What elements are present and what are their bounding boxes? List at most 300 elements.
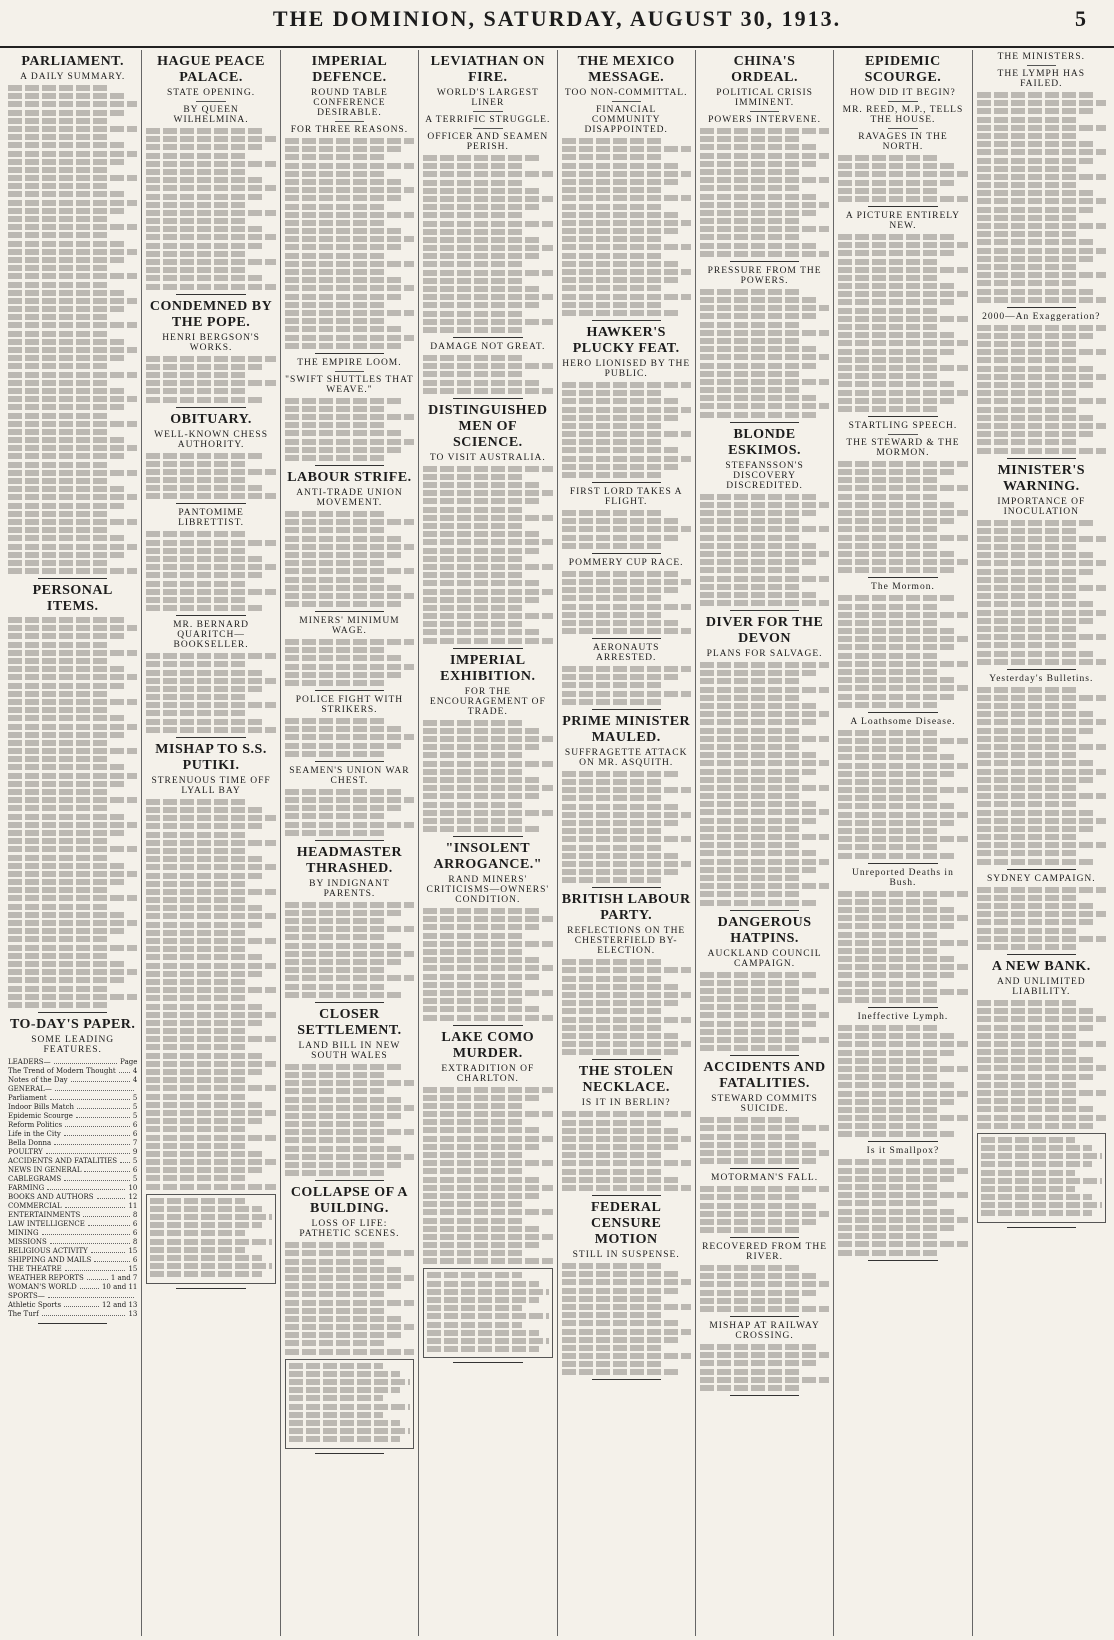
text-line [977,92,1096,98]
toc-entry [8,1301,137,1310]
text-line [423,810,552,816]
article [700,1060,829,1169]
text-line [977,810,1096,816]
text-line [423,769,524,775]
text-line [289,1371,401,1377]
toc-entry [8,1166,137,1175]
column [419,50,557,1636]
text-line [423,490,552,496]
text-line [146,702,275,708]
text-line [977,1041,1106,1047]
toc-page: 10 and 11 [101,1282,138,1291]
text-line [8,814,127,820]
toc-page: 8 [132,1210,138,1219]
text-line [562,187,663,193]
text-line [838,1107,939,1113]
subheading: WELL-KNOWN CHESS AUTHORITY. [154,429,268,450]
toc-entry [8,1256,137,1265]
text-line [981,1202,1102,1208]
text-line [838,1115,967,1121]
text-line [562,674,681,680]
text-line [977,349,1106,355]
article [146,620,275,738]
text-line [562,1049,681,1055]
text-line [838,196,967,202]
text-line [285,805,404,811]
toc-page: 9 [132,1147,138,1156]
subheading: ROUND TABLE CONFERENCE DESIRABLE. [311,88,388,118]
text-line [562,464,681,470]
text-line [977,398,1106,404]
text-line [838,242,967,248]
text-line [977,280,1078,286]
divider [453,398,522,399]
text-line [977,528,1078,534]
text-line [977,895,1078,901]
text-line [285,1113,404,1119]
divider [592,482,661,483]
text-line [423,196,552,202]
text-line [700,1150,829,1156]
text-line [8,429,109,435]
text-line [700,670,819,676]
text-line [146,922,265,928]
text-line [423,1087,552,1093]
text-line [977,777,1096,783]
text-line [8,453,127,459]
text-line [423,957,542,963]
text-line [8,503,127,509]
text-line [423,777,542,783]
text-line [8,85,109,91]
text-line [146,799,247,805]
text-line [8,764,127,770]
toc-leader [55,1085,134,1091]
text-line [146,881,247,887]
text-line [562,456,691,462]
text-line [838,1050,957,1056]
subheading: FOR THREE REASONS. [290,125,409,135]
text-line [838,250,957,256]
divider [1007,869,1076,870]
text-line [700,218,801,224]
text-line [285,519,414,525]
divider [592,1059,661,1060]
toc-page: 7 [132,1138,138,1147]
text-line [285,447,404,453]
text-line [285,511,386,517]
text-line [981,1161,1093,1167]
text-line [285,244,404,250]
text-line [977,1033,1078,1039]
toc-entry [8,1130,137,1139]
divider [1007,307,1076,308]
text-line [285,934,386,940]
text-line [838,628,957,634]
subheading: MR. BERNARD QUARITCH—BOOKSELLER. [173,620,250,651]
toc-label: The Turf [8,1309,39,1318]
text-line [562,431,691,437]
text-line [977,149,1106,155]
text-line [423,916,552,922]
divider [176,503,245,504]
text-line [146,572,265,578]
text-line [700,1281,829,1287]
divider [176,1288,245,1289]
text-line [838,390,967,396]
text-line [8,740,109,746]
article [285,695,414,762]
text-line [562,967,691,973]
text-line [838,853,957,859]
text-line [423,589,552,595]
text-line [423,1160,552,1166]
headline: ACCIDENTS AND FATALITIES. [703,1060,826,1092]
text-line [562,804,681,810]
newspaper-title: THE DOMINION, SATURDAY, AUGUST 30, 1913. [272,6,842,31]
article [146,508,275,616]
text-line [146,136,275,142]
text-line [285,560,386,566]
text-line [700,354,829,360]
text-line [838,685,967,691]
text-line [285,1146,404,1152]
divider [592,887,661,888]
text-line [562,992,691,998]
text-line [977,1098,1078,1104]
text-line [8,789,109,795]
text-line [977,760,1096,766]
article [146,412,275,505]
text-line [977,390,1078,396]
text-line [8,797,137,803]
text-line [838,1184,939,1190]
text-line [562,1169,663,1175]
text-line [8,936,109,942]
text-line [838,1192,967,1198]
text-line [562,666,691,672]
headline: MISHAP TO S.S. PUTIKI. [155,741,267,773]
text-line [977,928,1078,934]
text-line [838,1200,939,1206]
text-line [146,1069,265,1075]
toc-entry [8,1175,137,1184]
text-line [423,1209,552,1215]
toc-entry [8,1292,137,1301]
text-line [838,1123,939,1129]
text-line [562,571,681,577]
text-line [8,257,127,263]
text-line [977,1115,1106,1121]
text-line [285,1316,404,1322]
divider [176,407,245,408]
article [562,325,691,483]
headline: TO-DAY'S PAPER. [9,1016,136,1032]
text-line [977,108,1096,114]
text-line [423,908,542,914]
text-line [146,840,275,846]
text-line [977,1000,1078,1006]
text-line [838,746,939,752]
text-line [838,267,967,273]
text-line [8,290,127,296]
divider [38,1012,107,1013]
toc-page: 1 and 7 [110,1273,138,1282]
text-line [838,956,957,962]
text-line [150,1263,271,1269]
text-line [285,910,404,916]
text-line [146,678,275,684]
headline: DIVER FOR THE DEVON [705,615,824,647]
text-line [562,472,663,478]
subheading: POWERS INTERVENE. [708,115,821,125]
text-line [146,548,247,554]
text-line [700,1227,801,1233]
text-line [285,1121,386,1127]
text-line [423,466,552,472]
text-line [838,349,957,355]
text-line [285,294,404,300]
headline: HAGUE PEACE PALACE. [157,54,265,85]
text-line [285,343,404,349]
text-line [700,695,801,701]
subheading: REFLECTIONS ON THE CHESTERFIELD BY-ELECTION. [567,926,686,957]
text-line [977,248,1106,254]
toc-page: 6 [132,1165,138,1174]
text-line [8,355,127,361]
text-line [8,273,137,279]
text-line [285,1250,414,1256]
text-line [285,326,404,332]
text-line [977,610,1106,616]
text-line [285,951,414,957]
text-line [8,895,137,901]
text-line [838,543,939,549]
text-line [146,1143,247,1149]
text-line [838,1241,967,1247]
text-line [700,891,801,897]
text-line [838,551,957,557]
text-line [838,972,957,978]
toc-label: LEADERS— [8,1057,51,1066]
text-line [700,395,819,401]
text-line [285,577,386,583]
text-line [700,980,801,986]
text-line [700,850,819,856]
text-line [700,297,819,303]
text-line [423,1127,542,1133]
divider [592,638,661,639]
text-line [8,421,137,427]
text-line [8,732,127,738]
subheading: FINANCIAL COMMUNITY DISAPPOINTED. [584,105,668,135]
text-line [838,510,967,516]
text-line [423,311,524,317]
text-line [146,540,275,546]
text-line [562,228,681,234]
text-line [8,306,127,312]
divider [196,101,225,102]
text-line [838,803,957,809]
text-line [285,655,404,661]
text-line [977,207,1096,213]
text-line [8,920,137,926]
divider [38,1323,107,1324]
text-line [838,259,939,265]
toc-entry [8,1094,137,1103]
text-line [562,244,691,250]
text-line [285,672,404,678]
text-line [700,226,829,232]
text-line [285,318,386,324]
text-line [838,754,957,760]
divider [868,577,937,578]
text-line [977,198,1106,204]
text-line [423,720,524,726]
text-line [285,310,414,316]
text-line [146,905,265,911]
text-line [427,1281,539,1287]
subheading: MR. REED, M.P., TELLS THE HOUSE. [842,105,964,125]
divider [176,737,245,738]
text-line [700,535,801,541]
toc-entry [8,1283,137,1292]
text-line [146,1020,265,1026]
text-line [423,1218,524,1224]
text-line [562,439,663,445]
text-line [562,1152,663,1158]
toc-leader [64,1301,99,1307]
text-line [423,1185,552,1191]
toc-label: CABLEGRAMS [8,1174,62,1183]
subheading: MISHAP AT RAILWAY CROSSING. [709,1321,820,1341]
text-line [8,101,137,107]
subheading: MOTORMAN'S FALL. [711,1173,819,1184]
text-line [8,650,137,656]
subheading: TO VISIT AUSTRALIA. [429,452,546,463]
text-line [838,1025,939,1031]
text-line [700,136,801,142]
text-line [427,1272,522,1278]
text-line [8,110,127,116]
text-line [981,1170,1076,1176]
toc-page: 12 and 13 [101,1300,138,1309]
text-line [146,832,247,838]
text-line [8,298,137,304]
text-line [977,944,1078,950]
text-line [981,1194,1093,1200]
text-line [700,1021,819,1027]
advertisement [977,1133,1106,1223]
text-line [977,448,1106,454]
text-line [8,183,109,189]
text-line [700,1219,819,1225]
subheading: STATE OPENING. [166,88,256,98]
article [562,1200,691,1380]
text-line [8,216,109,222]
subheading: OFFICER AND SEAMEN PERISH. [427,132,549,152]
text-line [977,719,1106,725]
subheading: HENRI BERGSON'S WORKS. [162,332,260,353]
text-line [838,763,967,769]
article [838,868,967,1008]
text-line [146,364,265,370]
text-line [285,544,414,550]
toc-page: 10 [128,1183,138,1192]
text-line [285,726,404,732]
subheading: STEFANSSON'S DISCOVERY DISCREDITED. [725,460,804,491]
text-line [977,407,1078,413]
text-line [8,658,109,664]
toc-page: Page [120,1057,138,1066]
text-line [977,593,1078,599]
text-line [285,789,404,795]
text-line [838,275,939,281]
text-line [838,844,939,850]
text-line [838,1033,957,1039]
article [700,54,829,262]
text-line [562,415,681,421]
text-line [423,613,552,619]
text-line [562,845,663,851]
text-line [562,604,691,610]
text-line [423,221,552,227]
text-line [838,406,939,412]
text-line [838,932,939,938]
article [700,1321,829,1396]
article [423,1030,552,1364]
subheading: ANTI-TRADE UNION MOVEMENT. [296,488,403,508]
toc-entry [8,1310,137,1319]
toc-leader [120,1157,130,1163]
text-line [285,138,414,144]
text-line [146,1012,275,1018]
text-line [8,715,127,721]
text-line [977,736,1078,742]
toc-label: MISSIONS [8,1237,47,1246]
text-line [562,1288,681,1294]
article [562,714,691,888]
text-line [562,236,663,242]
text-line [8,544,137,550]
text-line [562,1177,681,1183]
headline: BLONDE ESKIMOS. [728,426,801,458]
text-line [285,1154,414,1160]
text-line [285,414,414,420]
divider [868,1007,937,1008]
subheading: LAND BILL IN NEW SOUTH WALES [298,1040,401,1061]
text-line [146,1135,275,1141]
article [838,211,967,417]
text-line [285,1137,386,1143]
article [700,1242,829,1317]
text-line [562,154,663,160]
column [558,50,696,1636]
text-line [146,564,275,570]
headline: PERSONAL ITEMS. [32,583,113,615]
text-line [8,977,127,983]
divider [453,337,522,338]
text-line [8,552,127,558]
text-line [285,154,386,160]
article [700,1173,829,1238]
text-line [285,751,386,757]
text-line [285,1308,386,1314]
text-line [423,355,524,361]
text-line [423,826,542,832]
text-line [977,1074,1096,1080]
text-line [285,430,404,436]
